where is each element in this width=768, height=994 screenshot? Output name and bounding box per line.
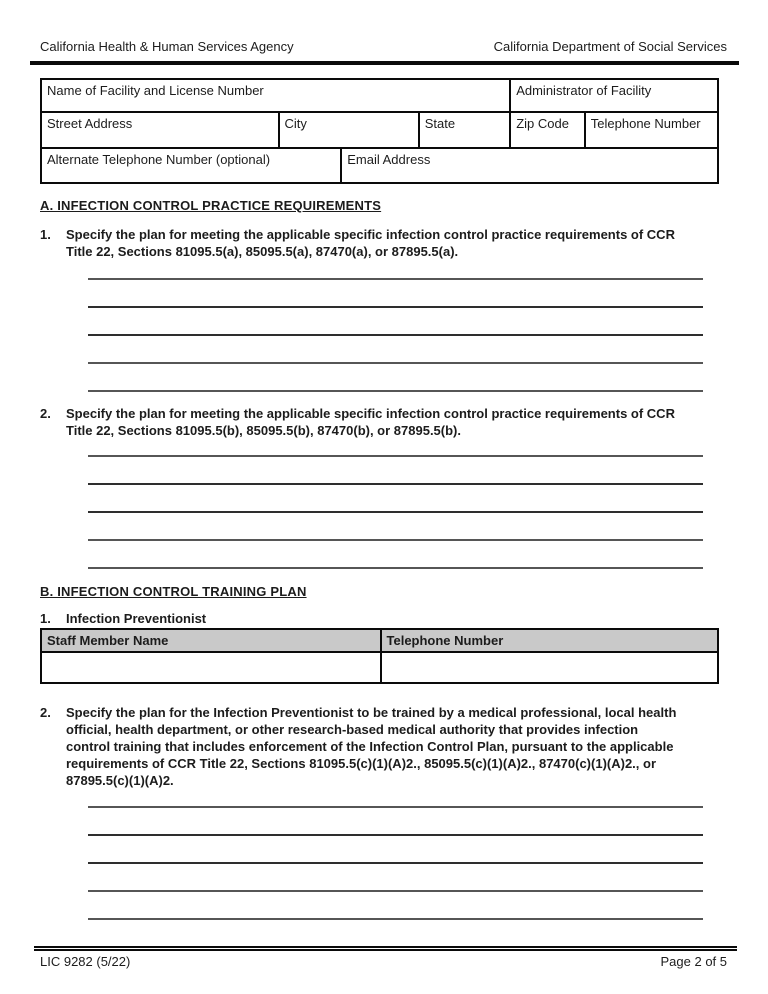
section-b-item-1 <box>40 611 727 626</box>
response-line[interactable] <box>88 439 703 457</box>
header-rule <box>30 61 739 65</box>
facility-name-field[interactable] <box>42 80 509 111</box>
item-text-line: 87895.5(c)(1)(A)2. <box>66 773 174 788</box>
response-line[interactable] <box>88 789 703 808</box>
street-address-label: Street Address <box>47 116 133 131</box>
item-number: 2. <box>40 705 51 720</box>
street-address-field[interactable] <box>42 113 278 147</box>
table-row <box>42 80 717 111</box>
state-field[interactable] <box>418 113 509 147</box>
item-text-line: Title 22, Sections 81095.5(b), 85095.5(b), 87470(b), or 87895.5(b). <box>66 423 461 438</box>
item-number: 2. <box>40 406 51 421</box>
column-header-label: Staff Member Name <box>47 633 169 648</box>
telephone-field[interactable] <box>584 113 717 147</box>
section-a-heading: A. INFECTION CONTROL PRACTICE REQUIREMENTS <box>40 198 382 213</box>
table-row <box>42 111 717 147</box>
item-text <box>66 704 676 789</box>
zip-code-field[interactable] <box>509 113 584 147</box>
response-line[interactable] <box>88 485 703 513</box>
infection-preventionist-label: Infection Preventionist <box>66 611 207 626</box>
section-b-heading: B. INFECTION CONTROL TRAINING PLAN <box>40 584 307 599</box>
facility-name-label: Name of Facility and License Number <box>47 83 264 98</box>
section-a-item-1 <box>40 226 727 260</box>
item-text-line: official, health department, or other research-based medical authority that provides infection <box>66 722 639 737</box>
state-label: State <box>424 116 456 131</box>
response-line[interactable] <box>88 892 703 920</box>
staff-member-name-input-cell[interactable] <box>42 653 380 682</box>
table-header-row <box>42 630 717 653</box>
form-number: LIC 9282 (5/22) <box>40 954 131 969</box>
response-line[interactable] <box>88 457 703 485</box>
item-text-line: Specify the plan for meeting the applicable specific infection control practice requirements of CCR <box>66 406 675 421</box>
item-text <box>66 226 675 260</box>
response-line[interactable] <box>88 364 703 392</box>
item-text-line: requirements of CCR Title 22, Sections 81095.5(c)(1)(A)2., 85095.5(c)(1)(A)2., 87470(c)(1)(A)2., or <box>66 756 657 771</box>
response-line[interactable] <box>88 864 703 892</box>
response-line[interactable] <box>88 513 703 541</box>
response-line[interactable] <box>88 836 703 864</box>
page-header <box>40 0 727 54</box>
table-row <box>42 147 717 182</box>
item-number: 1. <box>40 611 51 626</box>
item-number: 1. <box>40 227 51 242</box>
city-field[interactable] <box>278 113 418 147</box>
facility-info-table <box>40 78 719 184</box>
agency-name: California Health & Human Services Agency <box>40 39 294 54</box>
response-line[interactable] <box>88 280 703 308</box>
section-b-item-2-response-area <box>40 789 727 920</box>
response-line[interactable] <box>88 541 703 569</box>
telephone-number-header <box>380 630 718 651</box>
page-number: Page 2 of 5 <box>660 954 727 969</box>
item-text <box>66 405 675 439</box>
staff-member-name-header <box>42 630 380 651</box>
telephone-number-input-cell[interactable] <box>380 653 718 682</box>
section-b-item-2 <box>40 704 727 789</box>
response-line[interactable] <box>88 260 703 280</box>
alternate-telephone-label: Alternate Telephone Number (optional) <box>47 152 271 167</box>
email-address-label: Email Address <box>347 152 431 167</box>
city-label: City <box>284 116 307 131</box>
item-text-line: Title 22, Sections 81095.5(a), 85095.5(a), 87470(a), or 87895.5(a). <box>66 244 459 259</box>
table-row <box>42 653 717 682</box>
footer-rule <box>34 946 737 951</box>
item-text-line: Specify the plan for meeting the applicable specific infection control practice requirements of CCR <box>66 227 675 242</box>
email-address-field[interactable] <box>340 149 717 182</box>
section-a-item-2 <box>40 405 727 439</box>
response-line[interactable] <box>88 808 703 836</box>
page-footer <box>40 954 727 969</box>
section-a-item-1-response-area <box>40 260 727 392</box>
administrator-label: Administrator of Facility <box>516 83 652 98</box>
item-text-line: Specify the plan for the Infection Preventionist to be trained by a medical professional, local health <box>66 705 677 720</box>
response-line[interactable] <box>88 308 703 336</box>
alternate-telephone-field[interactable] <box>42 149 340 182</box>
section-a-item-2-response-area <box>40 439 727 569</box>
zip-code-label: Zip Code <box>516 116 569 131</box>
telephone-label: Telephone Number <box>590 116 701 131</box>
response-line[interactable] <box>88 336 703 364</box>
administrator-field[interactable] <box>509 80 717 111</box>
column-header-label: Telephone Number <box>386 633 504 648</box>
item-text-line: control training that includes enforcement of the Infection Control Plan, pursuant to the applicable <box>66 739 674 754</box>
department-name: California Department of Social Services <box>493 39 727 54</box>
infection-preventionist-table <box>40 628 719 684</box>
